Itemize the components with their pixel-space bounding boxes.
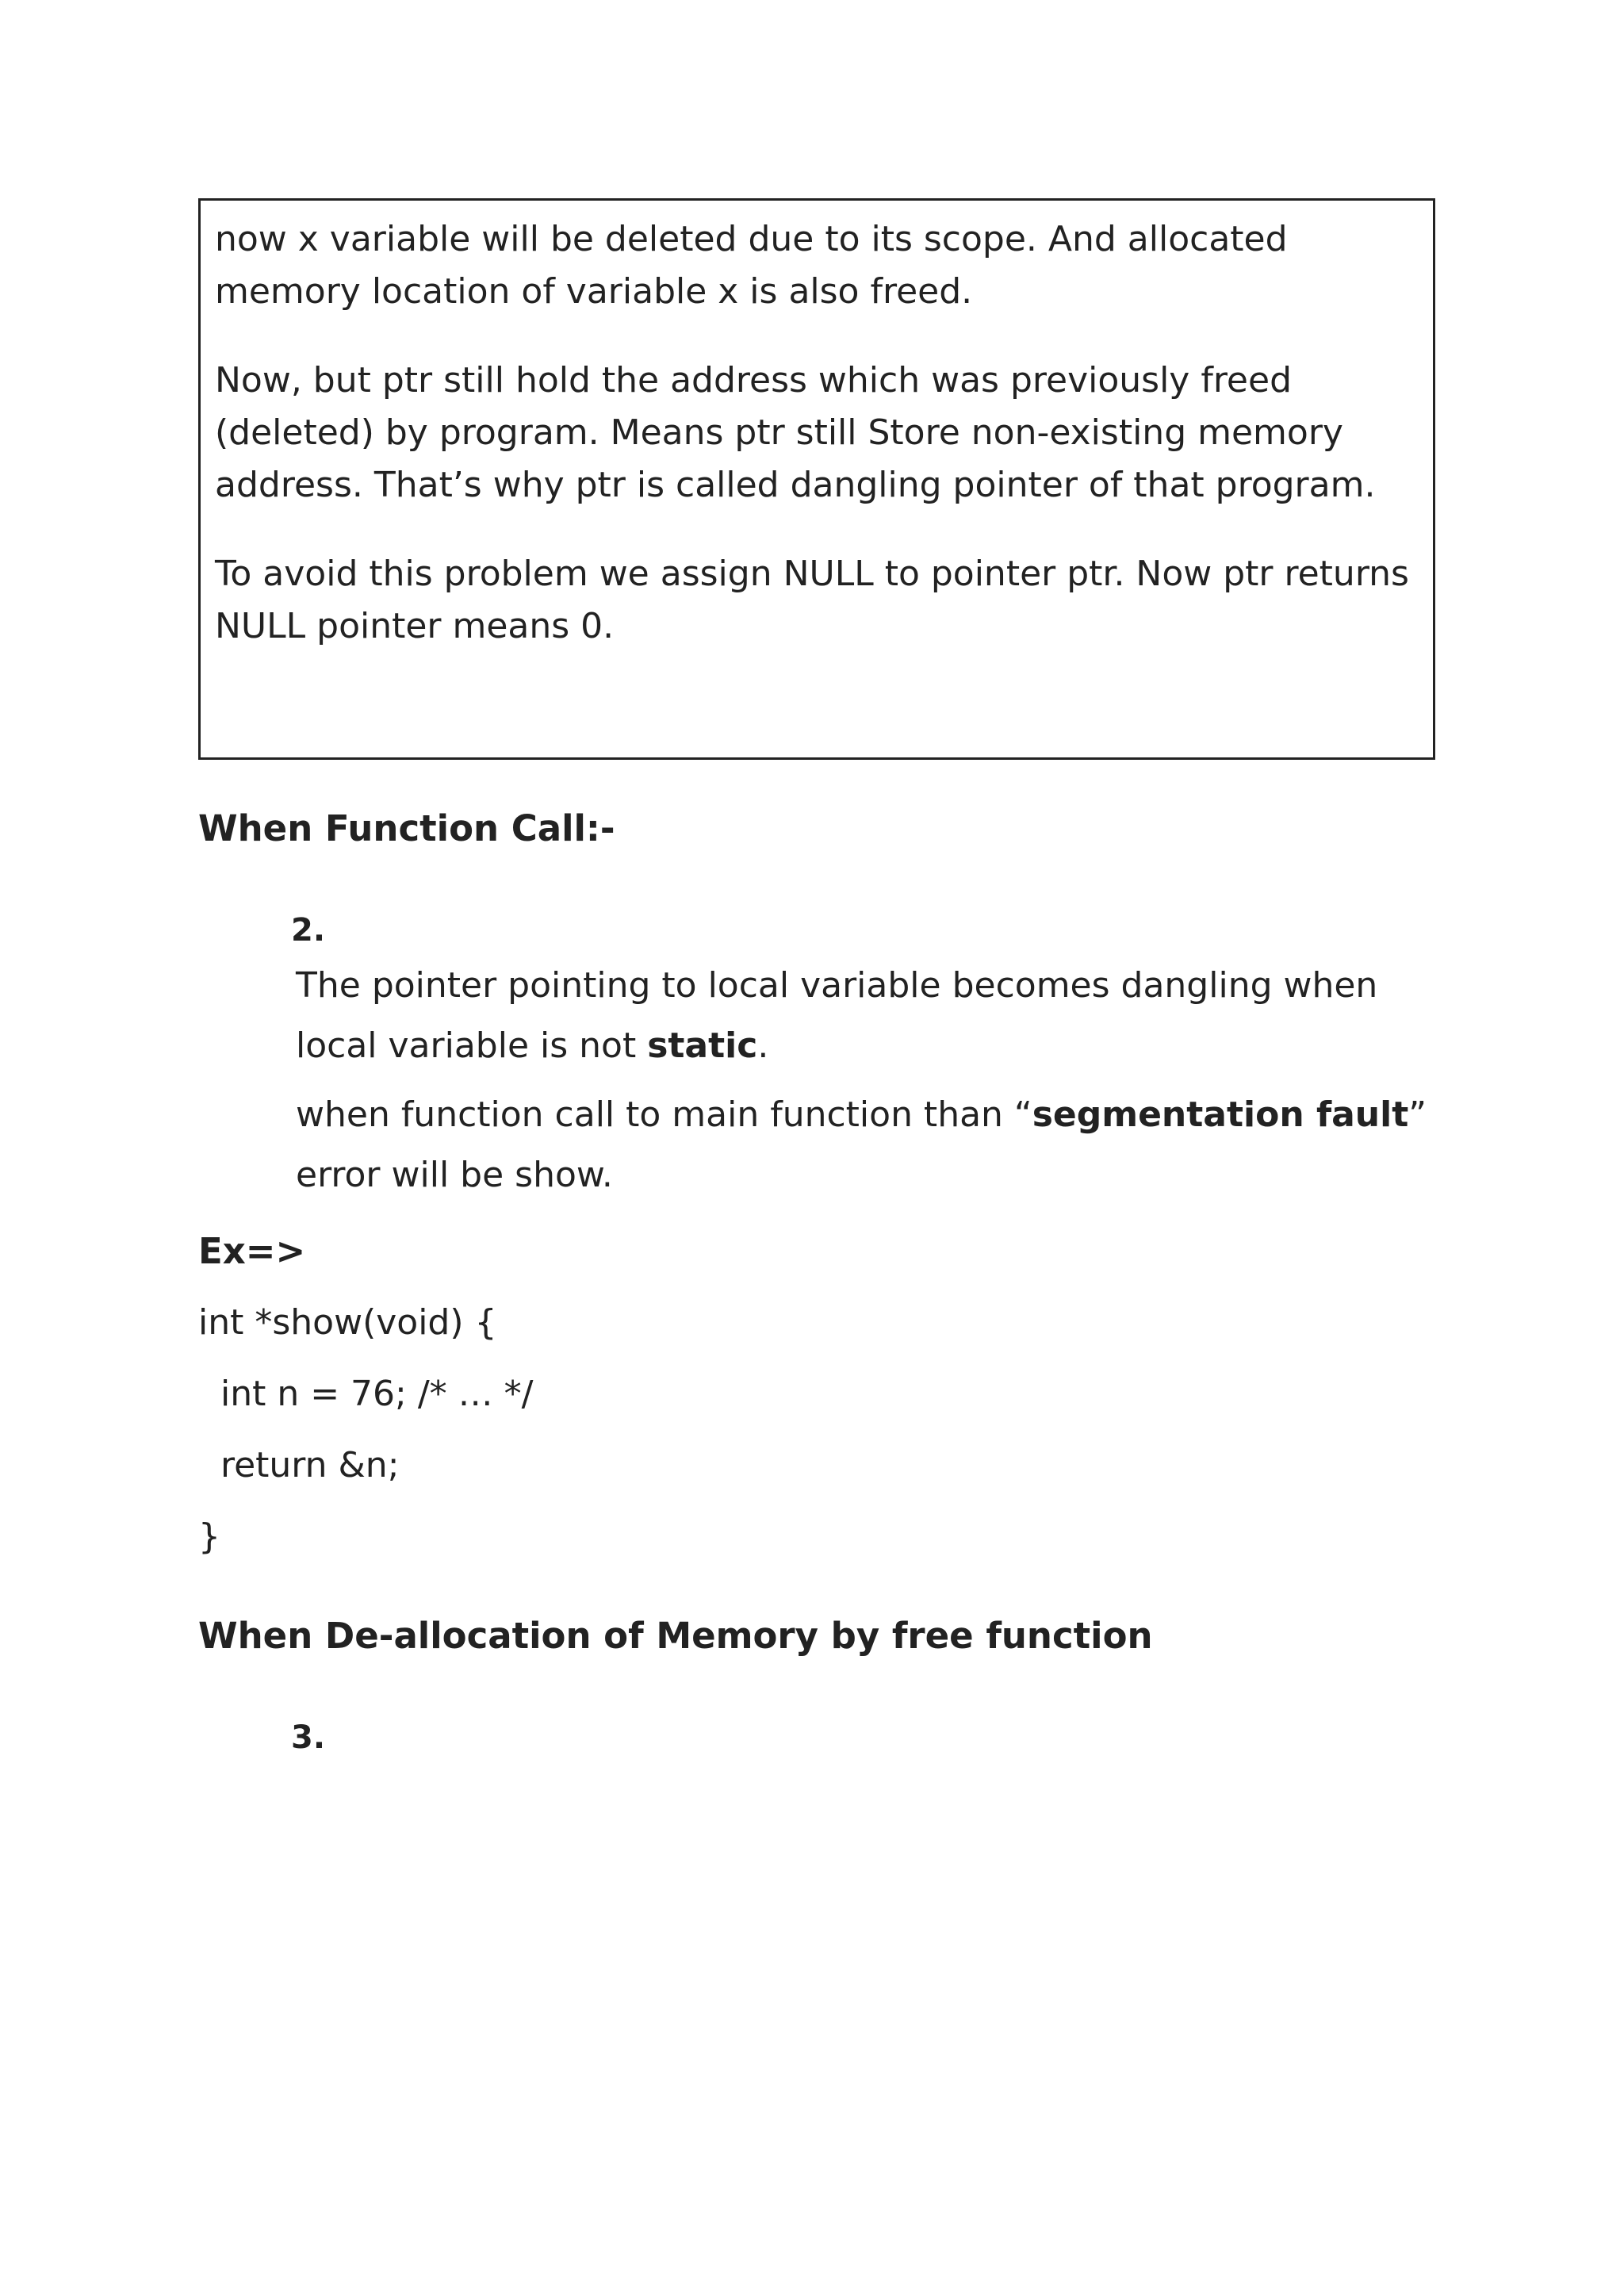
- example-label: Ex=>: [198, 1230, 306, 1272]
- section1-paragraph-1-end: .: [757, 1025, 769, 1066]
- code-line-1: int *show(void) {: [198, 1302, 497, 1343]
- section1-paragraph-1-text: The pointer pointing to local variable becomes dangling when local variable is not: [296, 965, 1378, 1066]
- section1-paragraph-2: [296, 1085, 1438, 1205]
- list-number-3: 3.: [291, 1719, 326, 1756]
- segmentation-fault-term: segmentation fault: [1032, 1094, 1409, 1135]
- box-paragraph-1: now x variable will be deleted due to its scope. And allocated memory location of variable x is also freed.: [215, 219, 1288, 312]
- code-line-2: int n = 76; /* … */: [198, 1374, 534, 1414]
- list-number-2: 2.: [291, 912, 326, 949]
- static-keyword: static: [647, 1025, 758, 1066]
- section1-paragraph-2-text: when function call to main function than “: [296, 1094, 1032, 1135]
- code-line-3: return &n;: [198, 1445, 400, 1485]
- box-paragraph-2: Now, but ptr still hold the address which was previously freed (deleted) by program. Means ptr still Store non-existing memory address. That’s why ptr is called dangling pointer of that program.: [215, 360, 1376, 505]
- explanation-box: [198, 198, 1435, 760]
- section1-paragraph-2-end: ” error will be show.: [296, 1094, 1427, 1195]
- box-paragraph-3: To avoid this problem we assign NULL to pointer ptr. Now ptr returns NULL pointer means 0.: [215, 554, 1409, 646]
- section-heading-deallocation: When De-allocation of Memory by free function: [198, 1615, 1153, 1657]
- section-heading-function-call: When Function Call:-: [198, 807, 615, 849]
- section1-paragraph-1: [296, 956, 1438, 1076]
- code-line-4: }: [198, 1516, 220, 1557]
